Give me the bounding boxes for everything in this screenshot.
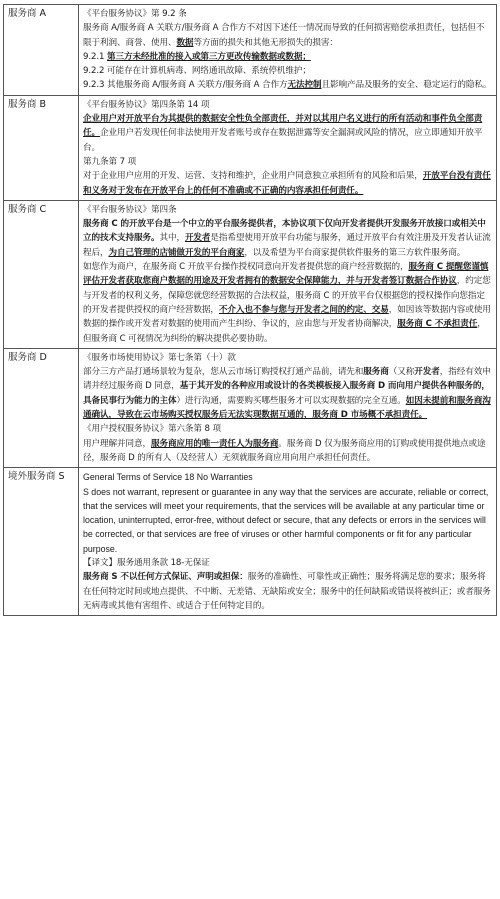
text-run: 第九条第 7 项	[83, 156, 137, 167]
text-run: （又称	[388, 367, 415, 378]
provider-name-cell: 服务商 B	[4, 95, 79, 200]
provider-name-cell: 服务商 C	[4, 200, 79, 348]
text-run: 9.2.3 其他服务商 A/服务商 A 关联方/服务商 A 合作方	[83, 80, 288, 91]
text-run: 开发者	[414, 367, 440, 378]
text-run: 《服务市场使用协议》第七条第（十）款	[83, 352, 236, 363]
text-run: ，以及希望为平台商家提供软件服务的第三方软件服务商。	[244, 247, 466, 258]
clause-paragraph	[83, 422, 492, 436]
text-run: 等方面的损失和其他无形损失的损害：	[193, 37, 338, 48]
text-run: 基于其开发的各种应用或设计的各类模板接入服务商 D 而向用户提供各种服务的，具备民事行为能力的主体	[83, 381, 490, 406]
table-row	[4, 348, 497, 467]
text-run: 服务的准确性、可靠性或正确性；服务将满足您的要求；服务将在任何特定时间或地点提供、不中断、无差错、无缺陷或安全；服务中的任何缺陷或错误将被纠正；或者服务无病毒或其他有害组件、或适合于任何特定目的。	[83, 572, 491, 611]
clause-paragraph	[83, 169, 492, 198]
clause-paragraph	[83, 50, 492, 64]
clause-paragraph	[83, 21, 492, 50]
clause-paragraph	[83, 485, 492, 556]
text-run: 服务商	[363, 367, 389, 378]
text-run: 如因未提前和服务商沟通确认，导致在云市场购买授权服务后无法实现数据互通的，服务商 D 市场概不承担责任。	[83, 395, 491, 421]
clause-paragraph	[83, 351, 492, 365]
clause-paragraph	[83, 217, 492, 260]
clause-paragraph	[83, 203, 492, 217]
text-run: 第三方未经批准的接入或第三方更改传输数据或数据；	[107, 51, 311, 62]
clause-paragraph	[83, 155, 492, 169]
clause-paragraph	[83, 78, 492, 92]
text-run: 服务商应用的唯一责任人为服务商	[150, 438, 279, 449]
table-row	[4, 468, 497, 616]
clause-text-cell	[79, 95, 497, 200]
provider-name-cell: 服务商 D	[4, 348, 79, 467]
clause-paragraph	[83, 570, 492, 613]
text-run: 服务商 C 的开放平台是一个中立的平台服务提供者，本协议项下仅向开发者提供开发服务开放接口或相关中立的技术支持服务。	[83, 219, 486, 244]
text-run: 《用户授权服务协议》第六条第 8 项	[83, 424, 222, 435]
text-run: 如您作为商户，在服务商 C 开放平台操作授权同意向开发者提供您的商户经营数据的，	[83, 262, 409, 273]
text-run: 9.2.2 可能存在计算机病毒、网络通讯故障、系统停机维护；	[83, 66, 311, 77]
text-run: 无法控制	[287, 80, 322, 91]
text-run: 服务商 S 不以任何方式保证、声明或担保：	[83, 572, 248, 583]
text-run: 是指希望使用开放平台功能与服务，通过开放平台有效注册及开发者认证流程后，	[83, 233, 491, 258]
clause-paragraph	[83, 7, 492, 21]
text-run: 服务商 A/服务商 A 关联方/服务商 A 合作方不对因下述任一情况而导致的任何损害赔偿承担责任，包括但不限于利润、商誉、使用、	[83, 23, 485, 48]
clause-text-cell	[79, 348, 497, 467]
provider-name-cell: 服务商 A	[4, 5, 79, 96]
text-run: ，但服务商 C 可视情况为纠纷的解决提供必要协助。	[83, 319, 486, 344]
text-run: ，指经有效申请并经过服务商 D 同意，	[83, 367, 491, 392]
clause-paragraph	[83, 470, 492, 484]
table-body	[4, 5, 497, 616]
text-run: 其中，	[159, 233, 185, 244]
clause-paragraph	[83, 437, 492, 466]
text-run: 部分三方产品打通场景较为复杂，您从云市场订购授权打通产品前，请先和	[83, 367, 364, 378]
text-run: 【译文】服务通用条款 18-无保证	[83, 557, 210, 568]
text-run: 开放平台没有责任和义务对于发布在开放平台上的任何不准确或不正确的内容承担任何责任。	[83, 171, 491, 196]
table-row	[4, 5, 497, 96]
text-run: 为自己管理的店铺做开发的平台商家	[108, 247, 245, 258]
text-run: 服务商 C 不承担责任	[397, 319, 478, 330]
clause-paragraph	[83, 112, 492, 155]
clause-paragraph	[83, 64, 492, 78]
text-run: 用户理解并同意，	[83, 438, 151, 449]
text-run: 《平台服务协议》第 9.2 条	[83, 9, 187, 19]
provider-terms-table	[3, 4, 497, 616]
text-run: General Terms of Service 18 No Warranties	[83, 472, 253, 483]
text-run: S does not warrant, represent or guarantee in any way that the services are accurate, reliable or correct, that the services will meet your requirements, that the services will be available at any particular time or location, uninterrupted, error-free, without defect or secure, that any defects or errors in the services will be corrected, or that services are free of viruses or other harmful components or fit for any particular purpose.	[83, 486, 489, 554]
clause-paragraph	[83, 260, 492, 346]
text-run: 。服务商 D 仅为服务商应用的订购或使用提供地点或途径，服务商 D 的所有人（及经营人）无须就服务商应用向用户承担任何责任。	[83, 438, 486, 463]
clause-paragraph	[83, 556, 492, 570]
text-run: 数据	[176, 37, 194, 48]
text-run: 对于企业用户应用的开发、运营、支持和维护，企业用户同意独立承担所有的风险和后果，	[83, 171, 423, 182]
text-run: 《平台服务协议》第四条第 14 项	[83, 99, 210, 110]
text-run: 企业用户对开放平台为其提供的数据安全性负全部责任，并对以其用户名义进行的所有活动和事件负全部责任。	[83, 114, 483, 139]
text-run: 9.2.1	[83, 51, 107, 62]
text-run: 且影响产品及服务的安全、稳定运行的隐私。	[321, 80, 492, 91]
table-row	[4, 200, 497, 348]
text-run: ，如因该等数据内容或使用数据的操作或开发者对数据的使用而产生纠纷、争议的，应由您与开发者协商解决，	[83, 304, 491, 330]
clause-text-cell	[79, 468, 497, 616]
text-run: 不介入也不参与您与开发者之间的约定、交易	[218, 304, 389, 315]
text-run: 企业用户若发现任何非法使用开发者账号或存在数据泄露等安全漏洞或风险的情况，应立即通知开放平台。	[83, 128, 483, 153]
text-run: ，约定您与开发者的权利义务，保障您就您经营数据的合法权益，服务商 C 的开放平台仅根据您的授权操作向您指定的开发者提供授权的商户经营数据，	[83, 276, 491, 315]
text-run: 《平台服务协议》第四条	[83, 204, 177, 215]
text-run: 服务商 C 提醒您谨慎评估开发者获取您商户数据的用途及开发者拥有的数据安全保障能力，并与开发者签订数据合作协议	[83, 262, 489, 287]
clause-text-cell	[79, 5, 497, 96]
provider-name-cell: 境外服务商 S	[4, 468, 79, 616]
text-run: ）进行沟通，需要购买哪些服务才可以实现数据的完全互通。	[176, 395, 406, 406]
text-run: 开发者	[184, 233, 211, 244]
table-row	[4, 95, 497, 200]
clause-paragraph	[83, 365, 492, 422]
clause-paragraph	[83, 98, 492, 112]
clause-text-cell	[79, 200, 497, 348]
